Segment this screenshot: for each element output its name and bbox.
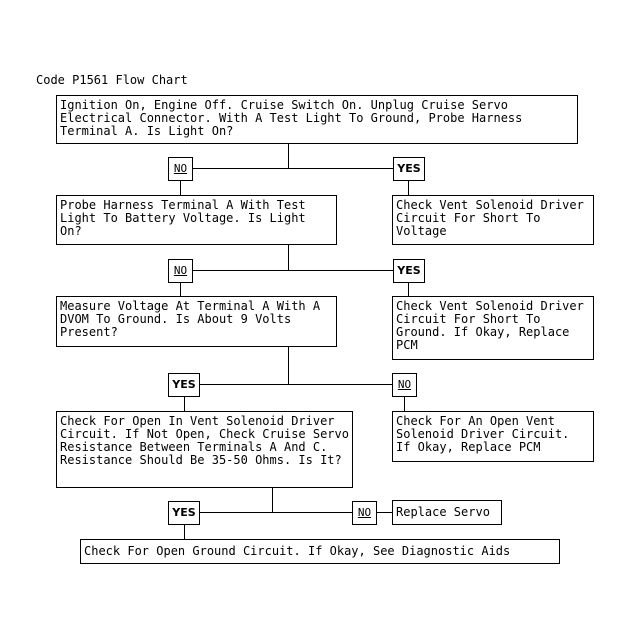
chart-title: Code P1561 Flow Chart <box>36 73 188 87</box>
yes-label-1: YES <box>393 157 425 181</box>
no-label-2: NO <box>168 259 193 283</box>
step3-yes-box: Check Vent Solenoid Driver Circuit For Short To Ground. If Okay, Replace PCM <box>392 296 594 360</box>
yes-label-3: YES <box>168 373 200 397</box>
no-label-3: NO <box>392 373 417 397</box>
no-label-4: NO <box>352 501 377 525</box>
step4-box: Check For Open In Vent Solenoid Driver Circuit. If Not Open, Check Cruise Servo Resistance Between Terminals A And C. Resistance Should Be 35-50 Ohms. Is It? <box>56 411 353 488</box>
replace-servo-box: Replace Servo <box>392 500 502 525</box>
step1-box: Ignition On, Engine Off. Cruise Switch On. Unplug Cruise Servo Electrical Connector. With A Test Light To Ground, Probe Harness Terminal A. Is Light On? <box>56 95 578 144</box>
open-ground-box: Check For Open Ground Circuit. If Okay, See Diagnostic Aids <box>80 539 560 564</box>
no-label-1: NO <box>168 157 193 181</box>
yes-label-2: YES <box>393 259 425 283</box>
step3-box: Measure Voltage At Terminal A With A DVOM To Ground. Is About 9 Volts Present? <box>56 296 337 347</box>
step4-no-box: Check For An Open Vent Solenoid Driver Circuit. If Okay, Replace PCM <box>392 411 594 462</box>
step2-box: Probe Harness Terminal A With Test Light To Battery Voltage. Is Light On? <box>56 195 337 245</box>
yes-label-4: YES <box>168 501 200 525</box>
step2-yes-box: Check Vent Solenoid Driver Circuit For Short To Voltage <box>392 195 594 245</box>
